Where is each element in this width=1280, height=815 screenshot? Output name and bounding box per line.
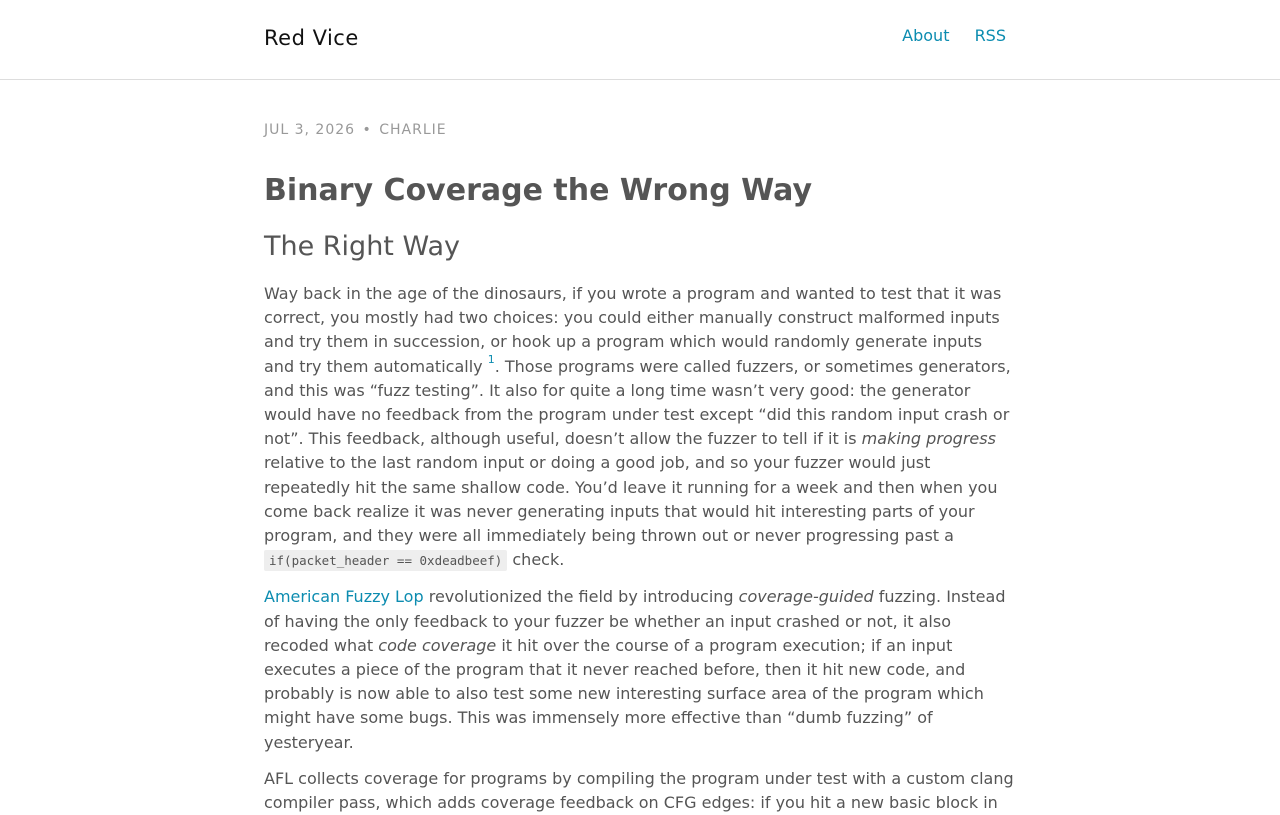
paragraph-2: [264, 585, 1016, 754]
nav-rss-link[interactable]: RSS: [974, 26, 1006, 45]
paragraph-1: [264, 282, 1016, 573]
post-meta: [264, 121, 1016, 139]
p2-text-3: it hit over the course of a program execution; if an input executes a piece of the program that it never reached before, then it hit new code, and probably is now able to also test some new interesting surface area of the program which might have some bugs. This was immensely more effective than “dumb fuzzing” of yesteryear.: [264, 635, 984, 752]
p2-emphasis-2: code coverage: [378, 635, 497, 655]
p2-emphasis-1: coverage-guided: [738, 587, 874, 607]
paragraph-3: [264, 767, 1016, 815]
post-author: CHARLIE: [379, 122, 447, 138]
site-header: [0, 0, 1280, 80]
p1-text-3: relative to the last random input or doing a good job, and so your fuzzer would just repeatedly hit the same shallow code. You’d leave it running for a week and then when you come back realize it was never generating inputs that would hit interesting parts of your program, and they were all immediately being thrown out or never progressing past a: [264, 453, 998, 546]
header-inner: [264, 0, 1016, 79]
post-title: Binary Coverage the Wrong Way: [264, 173, 813, 208]
p2-text-1: revolutionized the field by introducing: [423, 587, 739, 607]
p1-text-4: check.: [507, 550, 565, 570]
site-title-link[interactable]: Red Vice: [264, 26, 359, 50]
meta-separator: •: [362, 122, 372, 138]
p1-emphasis: making progress: [861, 429, 996, 449]
afl-link[interactable]: American Fuzzy Lop: [264, 587, 424, 607]
section-heading: The Right Way: [264, 231, 460, 262]
post-date: JUL 3, 2026: [264, 122, 356, 138]
inline-code: if(packet_header == 0xdeadbeef): [264, 550, 507, 571]
footnote-link[interactable]: 1: [487, 353, 495, 367]
p1-text-2: . Those programs were called fuzzers, or sometimes generators, and this was “fuzz testing”. It also for quite a long time wasn’t very good: the generator would have no feedback from the program under test except “did this random input crash or not”. This feedback, although useful, doesn’t allow the fuzzer to tell if it is: [264, 356, 1011, 449]
footnote-ref: [488, 352, 495, 367]
p3-text-1: AFL collects coverage for programs by compiling the program under test with a custom clang compiler pass, which adds coverage feedback on CFG edges: if you hit a new basic block in: [264, 768, 1014, 813]
site-nav: [882, 26, 1006, 45]
nav-about-link[interactable]: About: [902, 26, 950, 45]
p2-text-2: fuzzing. Instead of having the only feedback to your fuzzer be whether an input crashed or not, it also recoded what: [264, 587, 1006, 655]
p1-text-1: Way back in the age of the dinosaurs, if you wrote a program and wanted to test that it was correct, you mostly had two choices: you could either manually construct malformed inputs and try them in succession, or hook up a program which would randomly generate inputs and try them automatically: [264, 284, 1002, 376]
post-content: [264, 80, 1016, 815]
